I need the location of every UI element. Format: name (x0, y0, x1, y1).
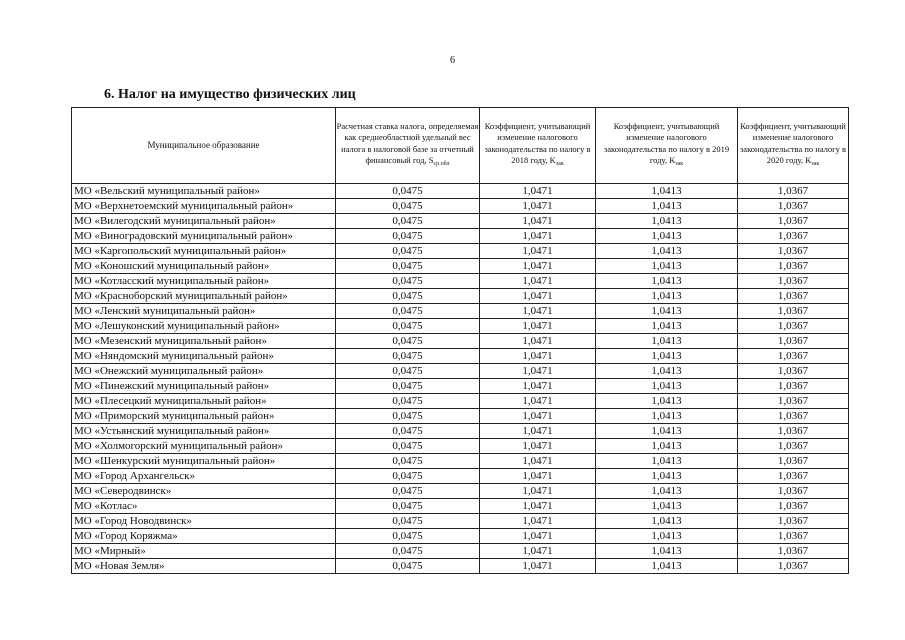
coef-2018-cell: 1,0471 (480, 349, 596, 364)
column-header-coef-2018: Коэффициент, учитывающий изменение налогового законодательства по налогу в 2018 году, $K_{зак}$ (480, 108, 596, 184)
coef-2019-cell: 1,0413 (596, 214, 738, 229)
coef-2020-cell: 1,0367 (738, 244, 849, 259)
tax-rate-cell: 0,0475 (336, 514, 480, 529)
coef-2018-cell: 1,0471 (480, 274, 596, 289)
coef-2020-cell: 1,0367 (738, 319, 849, 334)
municipality-cell: МО «Новая Земля» (72, 559, 336, 574)
tax-rate-cell: 0,0475 (336, 184, 480, 199)
table-row (72, 559, 849, 574)
table-row (72, 214, 849, 229)
table-row (72, 349, 849, 364)
coef-2020-cell: 1,0367 (738, 199, 849, 214)
coef-2018-cell: 1,0471 (480, 544, 596, 559)
municipality-cell: МО «Няндомский муниципальный район» (72, 349, 336, 364)
coef-2019-cell: 1,0413 (596, 319, 738, 334)
tax-rate-cell: 0,0475 (336, 334, 480, 349)
table-row (72, 244, 849, 259)
coef-2019-cell: 1,0413 (596, 544, 738, 559)
municipality-cell: МО «Коношский муниципальный район» (72, 259, 336, 274)
municipality-cell: МО «Холмогорский муниципальный район» (72, 439, 336, 454)
coef-2019-cell: 1,0413 (596, 184, 738, 199)
coef-2020-cell: 1,0367 (738, 289, 849, 304)
municipality-cell: МО «Шенкурский муниципальный район» (72, 454, 336, 469)
coef-2018-cell: 1,0471 (480, 454, 596, 469)
table-row (72, 379, 849, 394)
tax-rate-cell: 0,0475 (336, 484, 480, 499)
municipality-cell: МО «Лешуконский муниципальный район» (72, 319, 336, 334)
coef-2019-cell: 1,0413 (596, 484, 738, 499)
coef-2020-cell: 1,0367 (738, 484, 849, 499)
municipality-cell: МО «Вилегодский муниципальный район» (72, 214, 336, 229)
table-row (72, 199, 849, 214)
municipality-cell: МО «Котлас» (72, 499, 336, 514)
coef-2020-cell: 1,0367 (738, 184, 849, 199)
table-row (72, 544, 849, 559)
coef-2018-cell: 1,0471 (480, 469, 596, 484)
coef-2018-cell: 1,0471 (480, 244, 596, 259)
municipality-cell: МО «Город Коряжма» (72, 529, 336, 544)
coef-2018-cell: 1,0471 (480, 199, 596, 214)
municipality-cell: МО «Каргопольский муниципальный район» (72, 244, 336, 259)
coef-2020-cell: 1,0367 (738, 529, 849, 544)
tax-rate-cell: 0,0475 (336, 289, 480, 304)
coef-2020-cell: 1,0367 (738, 439, 849, 454)
tax-rate-cell: 0,0475 (336, 229, 480, 244)
coef-2018-cell: 1,0471 (480, 514, 596, 529)
tax-rate-cell: 0,0475 (336, 364, 480, 379)
coef-2020-cell: 1,0367 (738, 259, 849, 274)
column-header-tax-rate: Расчетная ставка налога, определяемая как среднеобластной удельный вес налога в налоговой базе за отчетный финансовый год, $S_{ср.обл}$ (336, 108, 480, 184)
coef-2018-cell: 1,0471 (480, 394, 596, 409)
coef-2019-cell: 1,0413 (596, 499, 738, 514)
table-header-row (72, 108, 849, 184)
coef-2018-cell: 1,0471 (480, 259, 596, 274)
municipality-cell: МО «Виноградовский муниципальный район» (72, 229, 336, 244)
coef-2019-cell: 1,0413 (596, 514, 738, 529)
municipality-cell: МО «Пинежский муниципальный район» (72, 379, 336, 394)
tax-rate-cell: 0,0475 (336, 559, 480, 574)
municipality-cell: МО «Устьянский муниципальный район» (72, 424, 336, 439)
coef-2020-cell: 1,0367 (738, 424, 849, 439)
table-row (72, 469, 849, 484)
table-body (72, 184, 849, 574)
coef-2019-cell: 1,0413 (596, 409, 738, 424)
coef-2020-cell: 1,0367 (738, 214, 849, 229)
coef-2020-cell: 1,0367 (738, 229, 849, 244)
coef-2018-cell: 1,0471 (480, 484, 596, 499)
tax-rate-cell: 0,0475 (336, 319, 480, 334)
coef-2019-cell: 1,0413 (596, 229, 738, 244)
coef-2019-cell: 1,0413 (596, 454, 738, 469)
tax-rate-cell: 0,0475 (336, 304, 480, 319)
coef-2020-cell: 1,0367 (738, 514, 849, 529)
table-row (72, 319, 849, 334)
coef-2019-cell: 1,0413 (596, 559, 738, 574)
table-row (72, 499, 849, 514)
coef-2020-cell: 1,0367 (738, 559, 849, 574)
table-row (72, 409, 849, 424)
municipality-cell: МО «Город Архангельск» (72, 469, 336, 484)
tax-rate-cell: 0,0475 (336, 499, 480, 514)
table-row (72, 454, 849, 469)
coef-2018-cell: 1,0471 (480, 499, 596, 514)
table-row (72, 484, 849, 499)
coef-2020-cell: 1,0367 (738, 334, 849, 349)
municipality-cell: МО «Город Новодвинск» (72, 514, 336, 529)
coef-2019-cell: 1,0413 (596, 274, 738, 289)
table-row (72, 289, 849, 304)
coef-2019-cell: 1,0413 (596, 394, 738, 409)
tax-rate-cell: 0,0475 (336, 379, 480, 394)
table-row (72, 274, 849, 289)
municipality-cell: МО «Северодвинск» (72, 484, 336, 499)
tax-rate-cell: 0,0475 (336, 349, 480, 364)
coef-2018-cell: 1,0471 (480, 289, 596, 304)
tax-rate-cell: 0,0475 (336, 544, 480, 559)
coef-2019-cell: 1,0413 (596, 364, 738, 379)
municipality-cell: МО «Мирный» (72, 544, 336, 559)
municipality-cell: МО «Онежский муниципальный район» (72, 364, 336, 379)
municipality-cell: МО «Верхнетоемский муниципальный район» (72, 199, 336, 214)
coef-2018-cell: 1,0471 (480, 214, 596, 229)
tax-rate-cell: 0,0475 (336, 259, 480, 274)
table-row (72, 184, 849, 199)
coef-2018-cell: 1,0471 (480, 364, 596, 379)
coef-2018-cell: 1,0471 (480, 439, 596, 454)
coef-2020-cell: 1,0367 (738, 544, 849, 559)
coef-2018-cell: 1,0471 (480, 184, 596, 199)
tax-rate-cell: 0,0475 (336, 424, 480, 439)
tax-rate-cell: 0,0475 (336, 214, 480, 229)
municipality-cell: МО «Плесецкий муниципальный район» (72, 394, 336, 409)
coef-2019-cell: 1,0413 (596, 244, 738, 259)
coef-2020-cell: 1,0367 (738, 379, 849, 394)
municipality-cell: МО «Красноборский муниципальный район» (72, 289, 336, 304)
coef-2020-cell: 1,0367 (738, 469, 849, 484)
coef-2020-cell: 1,0367 (738, 364, 849, 379)
coef-2020-cell: 1,0367 (738, 454, 849, 469)
coef-2019-cell: 1,0413 (596, 334, 738, 349)
coef-2019-cell: 1,0413 (596, 469, 738, 484)
table-row (72, 334, 849, 349)
tax-rate-cell: 0,0475 (336, 394, 480, 409)
tax-rate-cell: 0,0475 (336, 469, 480, 484)
tax-rate-cell: 0,0475 (336, 529, 480, 544)
municipality-cell: МО «Вельский муниципальный район» (72, 184, 336, 199)
coef-2018-cell: 1,0471 (480, 409, 596, 424)
coef-2019-cell: 1,0413 (596, 439, 738, 454)
coef-2019-cell: 1,0413 (596, 304, 738, 319)
municipality-cell: МО «Ленский муниципальный район» (72, 304, 336, 319)
coef-2020-cell: 1,0367 (738, 274, 849, 289)
coef-2018-cell: 1,0471 (480, 424, 596, 439)
coef-2019-cell: 1,0413 (596, 199, 738, 214)
municipality-cell: МО «Приморский муниципальный район» (72, 409, 336, 424)
tax-rates-table (71, 107, 849, 574)
municipality-cell: МО «Мезенский муниципальный район» (72, 334, 336, 349)
tax-rate-cell: 0,0475 (336, 454, 480, 469)
table-row (72, 439, 849, 454)
column-header-coef-2020: Коэффициент, учитывающий изменение налогового законодательства по налогу в 2020 году, $K_{зак}$ (738, 108, 849, 184)
section-title: 6. Налог на имущество физических лиц (104, 87, 356, 102)
table-row (72, 259, 849, 274)
tax-rate-cell: 0,0475 (336, 409, 480, 424)
coef-2020-cell: 1,0367 (738, 394, 849, 409)
coef-2018-cell: 1,0471 (480, 304, 596, 319)
coef-2020-cell: 1,0367 (738, 409, 849, 424)
coef-2020-cell: 1,0367 (738, 499, 849, 514)
table-row (72, 394, 849, 409)
table-row (72, 304, 849, 319)
table-row (72, 229, 849, 244)
tax-rate-cell: 0,0475 (336, 244, 480, 259)
coef-2019-cell: 1,0413 (596, 259, 738, 274)
tax-rate-cell: 0,0475 (336, 199, 480, 214)
table-row (72, 514, 849, 529)
tax-rate-cell: 0,0475 (336, 274, 480, 289)
coef-2019-cell: 1,0413 (596, 379, 738, 394)
coef-2018-cell: 1,0471 (480, 379, 596, 394)
coef-2019-cell: 1,0413 (596, 529, 738, 544)
coef-2018-cell: 1,0471 (480, 559, 596, 574)
coef-2020-cell: 1,0367 (738, 349, 849, 364)
coef-2019-cell: 1,0413 (596, 349, 738, 364)
table-row (72, 364, 849, 379)
coef-2019-cell: 1,0413 (596, 289, 738, 304)
table-row (72, 529, 849, 544)
tax-rate-cell: 0,0475 (336, 439, 480, 454)
coef-2018-cell: 1,0471 (480, 529, 596, 544)
coef-2020-cell: 1,0367 (738, 304, 849, 319)
coef-2018-cell: 1,0471 (480, 319, 596, 334)
coef-2018-cell: 1,0471 (480, 334, 596, 349)
coef-2019-cell: 1,0413 (596, 424, 738, 439)
coef-2018-cell: 1,0471 (480, 229, 596, 244)
municipality-cell: МО «Котласский муниципальный район» (72, 274, 336, 289)
column-header-coef-2019: Коэффициент, учитывающий изменение налогового законодательства по налогу в 2019 году, $K_{зак}$ (596, 108, 738, 184)
column-header-municipality: Муниципальное образование (72, 108, 336, 184)
table-row (72, 424, 849, 439)
page-number: 6 (450, 55, 455, 66)
